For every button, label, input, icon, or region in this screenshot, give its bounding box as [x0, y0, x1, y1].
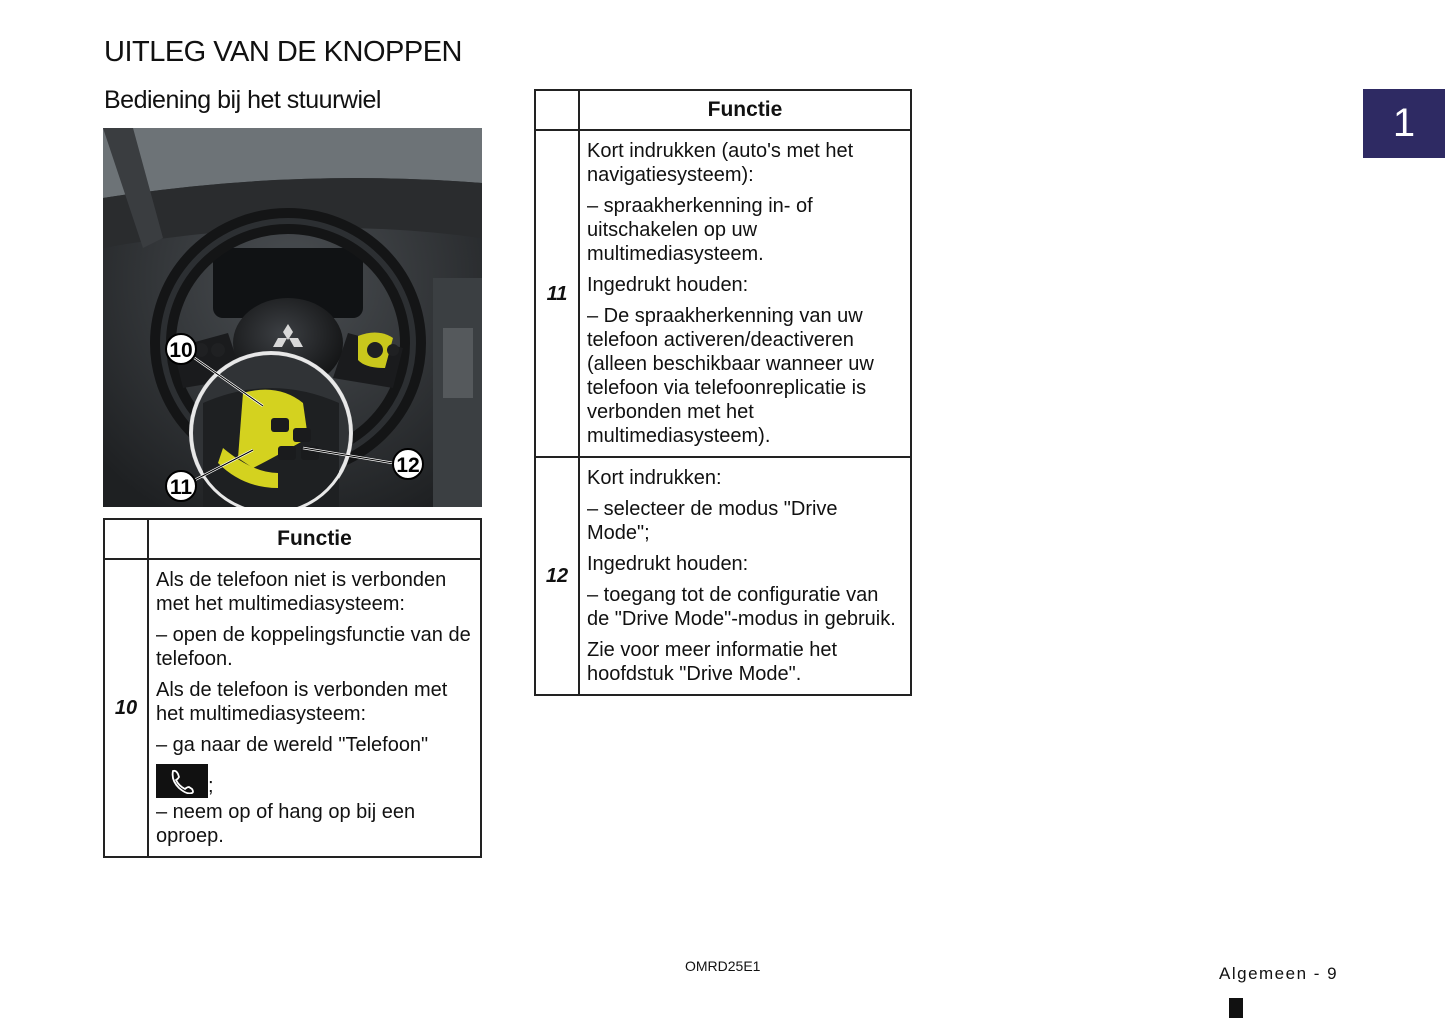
row-number: 12 — [535, 457, 579, 695]
desc-line: Als de telefoon niet is verbonden met het multimediasysteem: — [156, 569, 447, 615]
callout-12-label: 12 — [396, 454, 420, 477]
row-description — [579, 457, 911, 695]
desc-line-with-icon — [156, 764, 474, 798]
desc-line: – spraakherkenning in- of uitschakelen op uw multimediasysteem. — [587, 195, 813, 265]
callout-10 — [166, 334, 196, 364]
page-title: UITLEG VAN DE KNOPPEN — [104, 36, 462, 68]
desc-line: Als de telefoon is verbonden met het multimediasysteem: — [156, 679, 448, 725]
table-corner-cell — [535, 90, 579, 130]
chapter-tab: 1 — [1363, 89, 1445, 158]
desc-line: – De spraakherkenning van uw telefoon activeren/deactiveren (alleen beschikbaar wanneer uw telefoon via telefoonreplicatie is verbonden met het multimediasysteem). — [587, 305, 874, 447]
phone-icon — [156, 764, 208, 798]
table-row — [535, 130, 911, 457]
steering-wheel-illustration — [103, 128, 482, 507]
callout-11 — [166, 471, 196, 501]
desc-line: – open de koppelingsfunctie van de telefoon. — [156, 624, 471, 670]
desc-line: Kort indrukken (auto's met het navigatiesysteem): — [587, 140, 854, 186]
page-footer: Algemeen - 9 — [1219, 964, 1339, 983]
desc-semicolon: ; — [208, 775, 214, 797]
table-row — [535, 457, 911, 695]
row-number: 10 — [104, 559, 148, 857]
function-table-left — [103, 518, 482, 858]
desc-line: – selecteer de modus "Drive Mode"; — [587, 498, 838, 544]
document-code: OMRD25E1 — [685, 958, 761, 974]
desc-line: Ingedrukt houden: — [587, 553, 749, 575]
callout-12 — [393, 449, 423, 479]
section-subtitle: Bediening bij het stuurwiel — [104, 86, 381, 114]
footer-mark — [1229, 998, 1243, 1018]
steering-wheel-figure — [103, 128, 482, 507]
table-header-functie: Functie — [148, 519, 481, 559]
desc-line: Ingedrukt houden: — [587, 274, 749, 296]
table-header-functie: Functie — [579, 90, 911, 130]
desc-line: – ga naar de wereld "Telefoon" — [156, 734, 429, 756]
row-number: 11 — [535, 130, 579, 457]
desc-line: – neem op of hang op bij een oproep. — [156, 801, 416, 847]
desc-line: – toegang tot de configuratie van de "Drive Mode"-modus in gebruik. — [587, 584, 896, 630]
callout-10-label: 10 — [169, 339, 193, 362]
desc-line: Zie voor meer informatie het hoofdstuk "Drive Mode". — [587, 639, 838, 685]
table-row — [104, 559, 481, 857]
desc-line: Kort indrukken: — [587, 467, 722, 489]
function-table-right — [534, 89, 912, 696]
row-description — [148, 559, 481, 857]
row-description — [579, 130, 911, 457]
table-corner-cell — [104, 519, 148, 559]
callout-11-label: 11 — [169, 476, 193, 499]
